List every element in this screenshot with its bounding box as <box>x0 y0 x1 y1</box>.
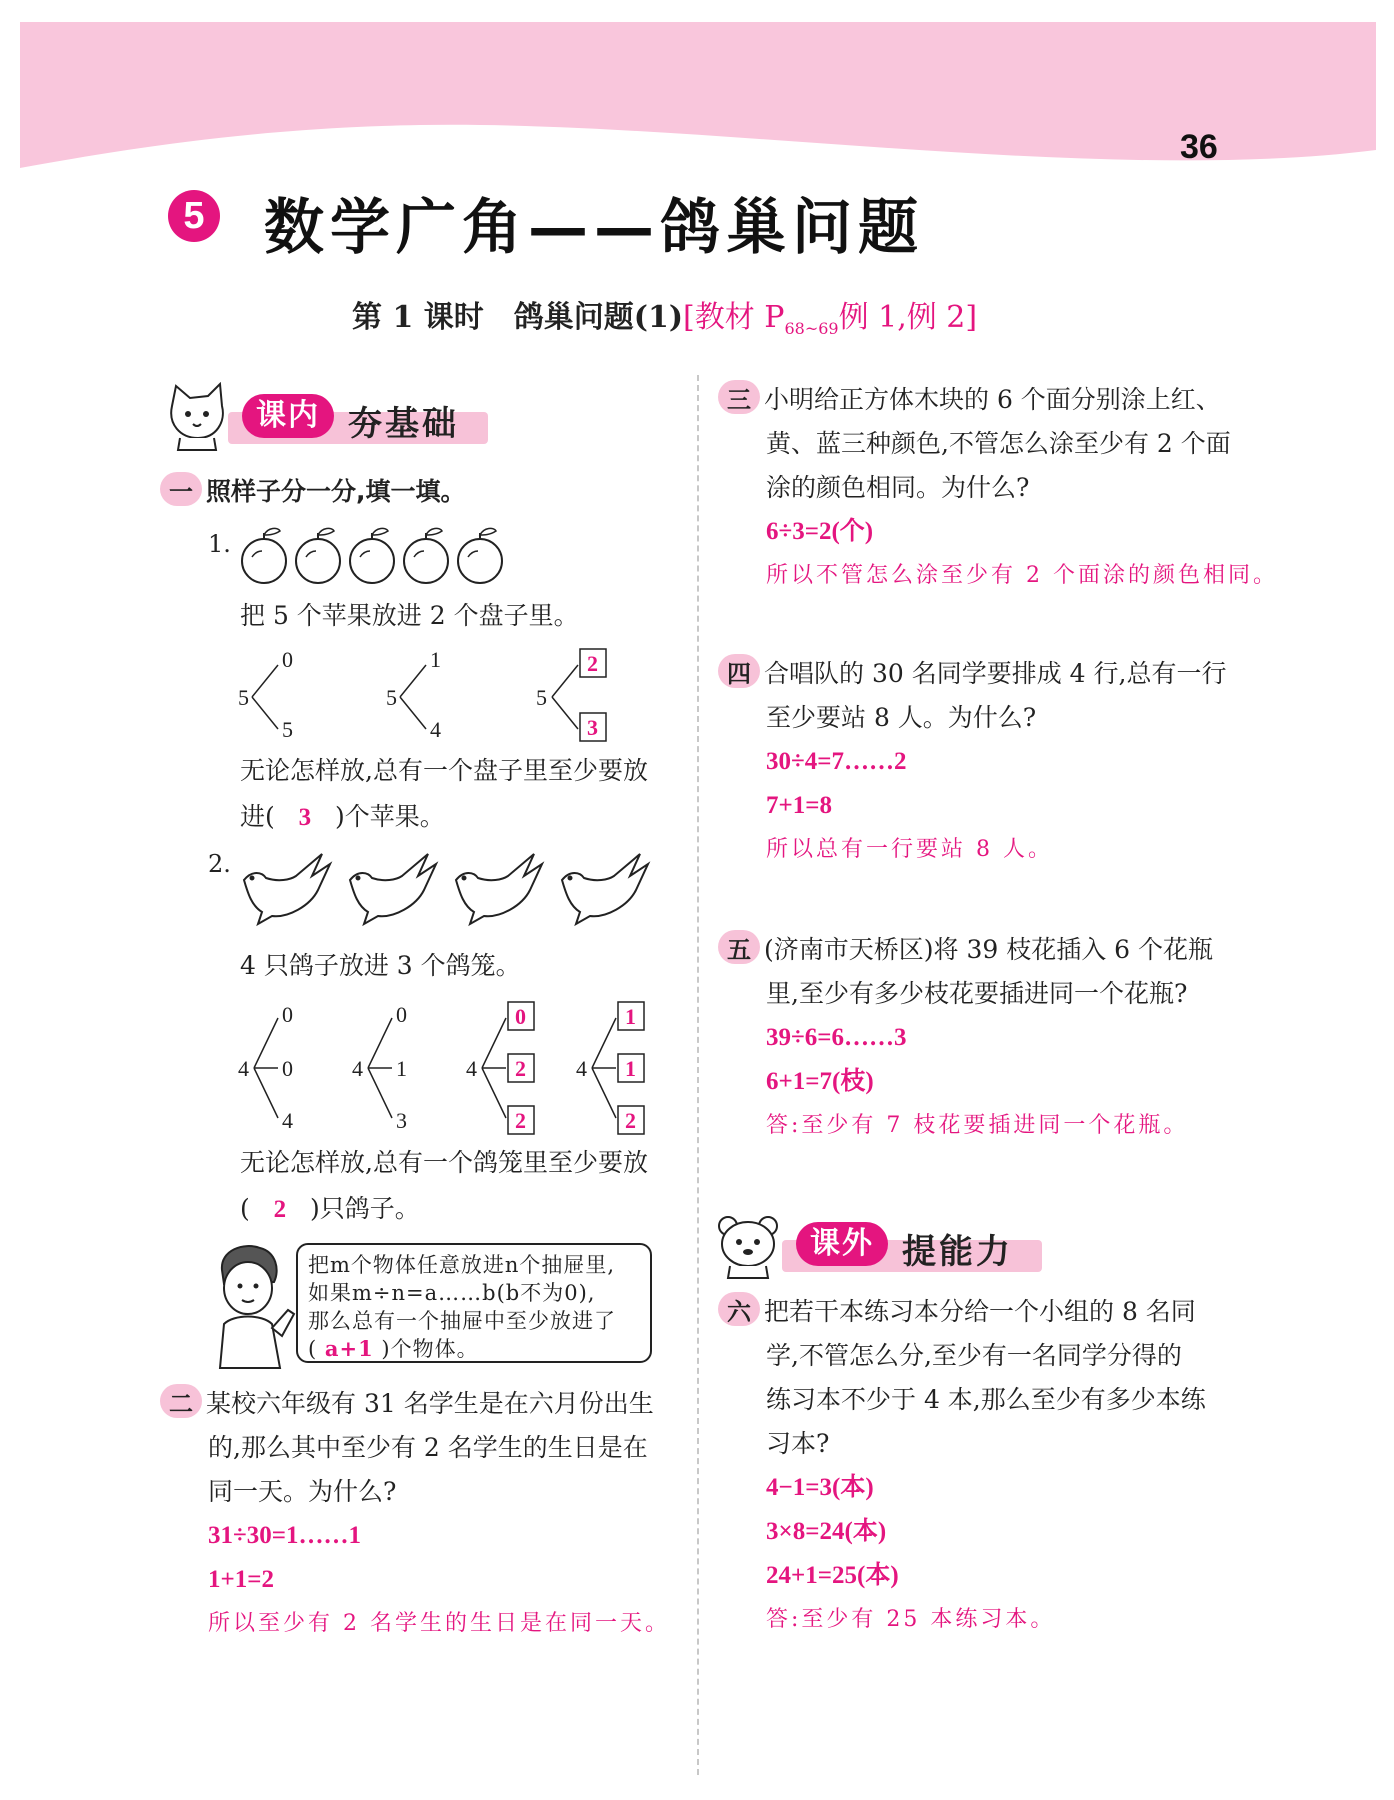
q3-line-3: 涂的颜色相同。为什么? <box>766 473 1030 502</box>
tip-line-2: 如果m÷n=a……b(b不为0), <box>308 1281 596 1305</box>
q4-answer-2: 7+1=8 <box>766 792 832 819</box>
pigeons-illustration <box>238 850 658 930</box>
q4-line-1 <box>718 652 1358 696</box>
q5-text: (济南市天桥区)将 39 枝花插入 6 个花瓶 <box>764 935 1214 964</box>
q3-answer-note: 所以不管怎么涂至少有 2 个面涂的颜色相同。 <box>766 563 1278 588</box>
question-4 <box>718 652 1358 872</box>
tree-d-mid: 0 <box>282 1056 293 1081</box>
part-1-label: 1. <box>208 530 231 558</box>
tree-e-bottom: 3 <box>396 1108 407 1133</box>
q6-line-4: 习本? <box>766 1429 830 1458</box>
q5-line-1 <box>718 928 1358 972</box>
tree-d-root: 4 <box>238 1056 249 1081</box>
tip-answer: a+1 <box>324 1336 374 1361</box>
q2-line-3: 同一天。为什么? <box>208 1477 397 1506</box>
q4-line-2: 至少要站 8 人。为什么? <box>766 703 1037 732</box>
conclusion-line-2 <box>240 1186 648 1233</box>
question-number: 三 <box>718 380 760 414</box>
tree-f-root: 4 <box>466 1056 477 1081</box>
tree-c-root: 5 <box>536 685 547 710</box>
conclusion-line-1: 无论怎样放,总有一个鸽笼里至少要放 <box>240 1148 648 1177</box>
tree-f-bottom: 2 <box>515 1108 526 1133</box>
question-1-title <box>160 470 466 514</box>
section-banner-advanced <box>714 1210 1064 1280</box>
tree-e-root: 4 <box>352 1056 363 1081</box>
textbook-ref <box>683 300 978 338</box>
tree-g-root: 4 <box>576 1056 587 1081</box>
tree-g-bottom: 2 <box>625 1108 636 1133</box>
q3-line-1 <box>718 378 1358 422</box>
lesson-name: 第 1 课时 鸽巢问题(1) <box>352 300 684 335</box>
q3-text: 小明给正方体木块的 6 个面分别涂上红、 <box>764 385 1221 414</box>
q3-line-2: 黄、蓝三种颜色,不管怎么涂至少有 2 个面 <box>766 429 1231 458</box>
tree-a-root: 5 <box>238 685 249 710</box>
tree-f-top: 0 <box>515 1004 526 1029</box>
tree-a-bottom: 5 <box>282 717 293 742</box>
tree-f-mid: 2 <box>515 1056 526 1081</box>
q4-answer-1: 30÷4=7……2 <box>766 748 907 775</box>
chapter-title: 数学广角——鸽巢问题 <box>264 193 924 263</box>
tree-c-bottom: 3 <box>587 715 598 740</box>
question-2 <box>160 1382 690 1646</box>
boy-character-icon <box>200 1240 300 1370</box>
tree-g-top: 1 <box>625 1004 636 1029</box>
question-number: 二 <box>160 1384 202 1418</box>
conclusion-line-1: 无论怎样放,总有一个盘子里至少要放 <box>240 756 648 785</box>
part-1-text: 把 5 个苹果放进 2 个盘子里。 <box>240 601 579 630</box>
tree-e-top: 0 <box>396 1002 407 1027</box>
ref-post: 例 1,例 2] <box>838 300 978 335</box>
apples-illustration <box>238 525 518 587</box>
part-2-conclusion <box>240 1140 648 1233</box>
tree-c-top: 2 <box>587 651 598 676</box>
tree-b-bottom: 4 <box>430 717 441 742</box>
q6-answer-note: 答:至少有 25 本练习本。 <box>766 1607 1056 1632</box>
q6-answer-3: 24+1=25(本) <box>766 1562 899 1589</box>
tree-b-root: 5 <box>386 685 397 710</box>
question-3 <box>718 378 1358 598</box>
question-6 <box>718 1290 1358 1642</box>
q6-line-2: 学,不管怎么分,至少有一名同学分得的 <box>766 1341 1182 1370</box>
paren-open: 进( <box>240 802 275 831</box>
q5-answer-note: 答:至少有 7 枝花要插进同一个花瓶。 <box>766 1113 1189 1138</box>
question-text: 照样子分一分,填一填。 <box>206 477 466 506</box>
q4-answer-note: 所以总有一行要站 8 人。 <box>766 837 1053 862</box>
q2-answer-1: 31÷30=1……1 <box>208 1522 361 1549</box>
tip-line-1: 把m个物体任意放进n个抽屉里, <box>308 1253 616 1277</box>
cat-mascot-icon <box>160 382 240 452</box>
q2-line-1 <box>160 1382 690 1426</box>
q6-line-1 <box>718 1290 1358 1334</box>
paren-close: )个苹果。 <box>334 802 445 831</box>
paren-open: ( <box>308 1337 318 1361</box>
answer-blank: 2 <box>273 1196 287 1223</box>
paren-close: )只鸽子。 <box>309 1194 420 1223</box>
q5-answer-2: 6+1=7(枝) <box>766 1068 874 1095</box>
lesson-title <box>352 292 977 338</box>
q2-answer-2: 1+1=2 <box>208 1566 274 1593</box>
q3-answer-1: 6÷3=2(个) <box>766 518 874 545</box>
tip-line-3: 那么总有一个抽屉中至少放进了 <box>308 1309 616 1333</box>
banner-word: 提能力 <box>902 1232 1013 1272</box>
banner-word: 夯基础 <box>348 404 459 444</box>
tree-d-bottom: 4 <box>282 1108 293 1133</box>
q4-text: 合唱队的 30 名同学要排成 4 行,总有一行 <box>764 659 1227 688</box>
answer-blank: 3 <box>298 804 312 831</box>
bear-mascot-icon <box>714 1210 784 1280</box>
chapter-number-badge: 5 <box>168 190 220 242</box>
tree-d-top: 0 <box>282 1002 293 1027</box>
column-divider <box>697 375 699 1775</box>
tree-b-top: 1 <box>430 647 441 672</box>
tip-line-4 <box>308 1335 640 1363</box>
part-2-text: 4 只鸽子放进 3 个鸽笼。 <box>240 951 521 980</box>
q2-answer-note: 所以至少有 2 名学生的生日是在同一天。 <box>208 1611 670 1636</box>
tip-speech-bubble <box>296 1243 652 1363</box>
q6-text: 把若干本练习本分给一个小组的 8 名同 <box>764 1297 1196 1326</box>
banner-pill: 课外 <box>796 1222 888 1266</box>
q2-line-2: 的,那么其中至少有 2 名学生的生日是在 <box>208 1433 648 1462</box>
tree-a-top: 0 <box>282 647 293 672</box>
tree-e-mid: 1 <box>396 1056 407 1081</box>
section-banner-basic <box>160 382 510 452</box>
q2-text: 某校六年级有 31 名学生是在六月份出生 <box>206 1389 654 1418</box>
paren-close: )个物体。 <box>381 1337 479 1361</box>
q6-line-3: 练习本不少于 4 本,那么至少有多少本练 <box>766 1385 1206 1414</box>
part-2-label: 2. <box>208 850 231 878</box>
tree-diagram-pigeons <box>230 1000 680 1140</box>
question-number: 五 <box>718 930 760 964</box>
q6-answer-1: 4−1=3(本) <box>766 1474 874 1501</box>
tree-g-mid: 1 <box>625 1056 636 1081</box>
part-1-conclusion <box>240 748 648 841</box>
tree-diagram-apples <box>230 645 630 745</box>
question-number: 六 <box>718 1292 760 1326</box>
paren-open: ( <box>240 1194 250 1223</box>
question-number: 一 <box>160 472 202 506</box>
ref-pre: [教材 P <box>683 300 785 335</box>
ref-pages: 68~69 <box>784 319 839 338</box>
page-number: 36 <box>1180 128 1218 166</box>
banner-pill: 课内 <box>242 394 334 438</box>
question-5 <box>718 928 1358 1148</box>
q6-answer-2: 3×8=24(本) <box>766 1518 887 1545</box>
q5-line-2: 里,至少有多少枝花要插进同一个花瓶? <box>766 979 1188 1008</box>
q5-answer-1: 39÷6=6……3 <box>766 1024 907 1051</box>
question-number: 四 <box>718 654 760 688</box>
conclusion-line-2 <box>240 794 648 841</box>
